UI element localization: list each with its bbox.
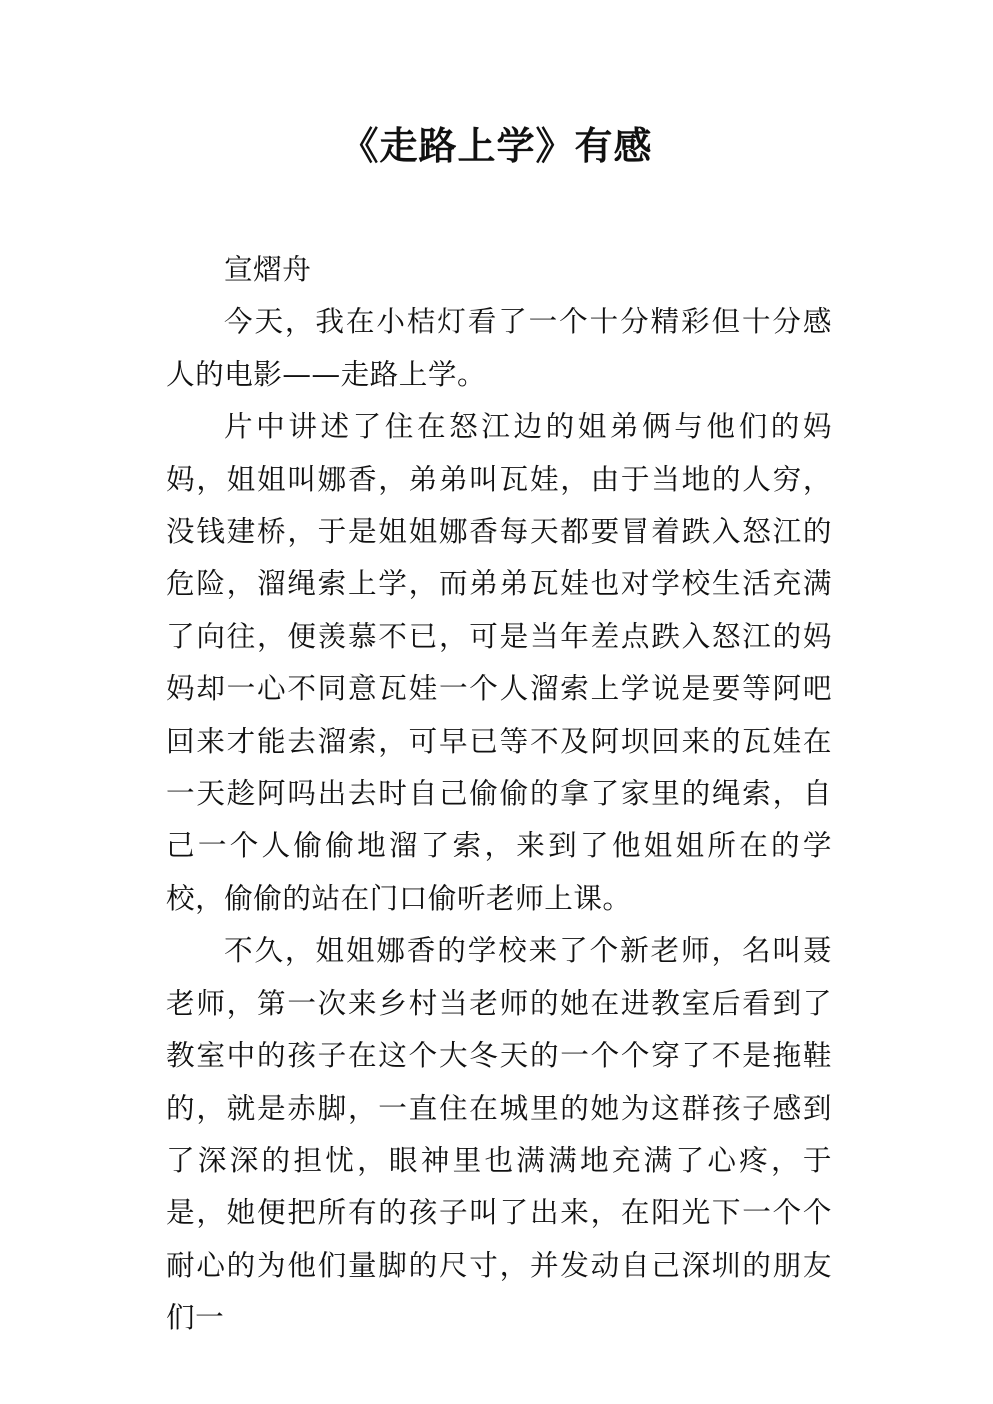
document-title: 《走路上学》有感 xyxy=(340,124,653,168)
document-body xyxy=(166,243,832,1344)
paragraph-1: 今天，我在小桔灯看了一个十分精彩但十分感人的电影——走路上学。 xyxy=(166,304,832,391)
paragraph-2: 片中讲述了住在怒江边的姐弟俩与他们的妈妈，姐姐叫娜香，弟弟叫瓦娃，由于当地的人穷，没钱建桥，于是姐姐娜香每天都要冒着跌入怒江的危险，溜绳索上学，而弟弟瓦娃也对学校生活充满了向往，便羡慕不已，可是当年差点跌入怒江的妈妈却一心不同意瓦娃一个人溜索上学说是要等阿吧回来才能去溜索，可早已等不及阿坝回来的瓦娃在一天趁阿吗出去时自己偷偷的拿了家里的绳索，自己一个人偷偷地溜了索，来到了他姐姐所在的学校，偷偷的站在门口偷听老师上课。 xyxy=(166,409,832,915)
paragraph-3: 不久，姐姐娜香的学校来了个新老师，名叫聂老师，第一次来乡村当老师的她在进教室后看到了教室中的孩子在这个大冬天的一个个穿了不是拖鞋的，就是赤脚，一直住在城里的她为这群孩子感到了深深的担忧，眼神里也满满地充满了心疼，于是，她便把所有的孩子叫了出来，在阳光下一个个耐心的为他们量脚的尺寸，并发动自己深圳的朋友们一 xyxy=(166,933,832,1335)
author-line: 宣熠舟 xyxy=(224,252,312,286)
